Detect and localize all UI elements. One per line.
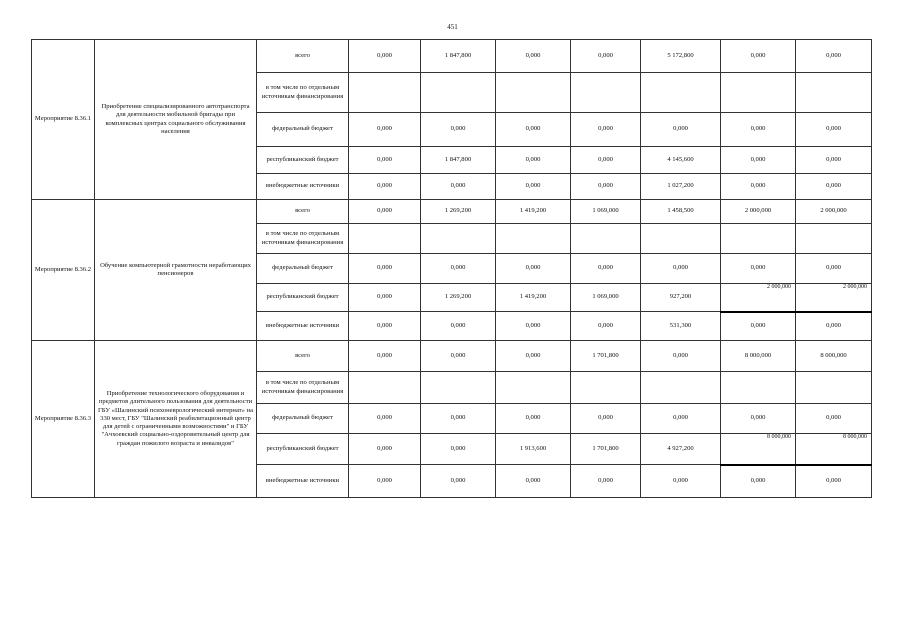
value-cell (496, 404, 571, 434)
value-cell (496, 284, 571, 312)
value-cell (796, 200, 872, 224)
value-cell (721, 224, 796, 254)
value-text: 1 069,000 (592, 207, 619, 215)
value-cell (721, 73, 796, 113)
value-cell (796, 284, 872, 312)
value-cell (721, 465, 796, 498)
value-cell (349, 147, 421, 174)
measure-code: Мероприятие 8.36.1 (32, 40, 95, 200)
value-text: 1 701,800 (592, 351, 619, 359)
value-cell (721, 113, 796, 147)
value-cell (641, 434, 721, 465)
value-text: 0,000 (826, 182, 841, 190)
value-cell (349, 224, 421, 254)
value-cell (641, 147, 721, 174)
value-cell (496, 312, 571, 341)
value-cell (796, 147, 872, 174)
value-text: 0,000 (450, 264, 466, 272)
value-text: 2 000,000 (843, 284, 867, 290)
value-cell (496, 341, 571, 372)
value-cell (721, 200, 796, 224)
value-cell (421, 200, 496, 224)
value-cell (571, 434, 641, 465)
value-cell (641, 284, 721, 312)
value-cell (641, 200, 721, 224)
value-cell (571, 73, 641, 113)
value-cell (421, 465, 496, 498)
value-cell (421, 174, 496, 200)
funding-source: республиканский бюджет (257, 147, 349, 174)
value-cell (721, 341, 796, 372)
value-text: 0,000 (377, 182, 392, 190)
page-number: 451 (447, 23, 458, 31)
measure-name: Приобретение специализированного автотранспорта для деятельности мобильной бригады при комплексных центрах социального обслуживания населения (95, 40, 257, 200)
value-cell (641, 40, 721, 73)
value-text: 2 000,000 (767, 284, 791, 290)
value-cell (496, 434, 571, 465)
value-cell (796, 40, 872, 73)
value-text: 0,000 (377, 293, 392, 301)
value-text: 0,000 (673, 351, 688, 359)
measure-code: Мероприятие 8.36.2 (32, 200, 95, 341)
value-text: 0,000 (450, 444, 466, 452)
value-text: 1 847,800 (444, 155, 472, 163)
value-text: 2 000,000 (820, 207, 847, 215)
value-text: 0,000 (598, 182, 613, 190)
value-text: 1 069,000 (592, 293, 619, 301)
value-cell (496, 465, 571, 498)
value-text: 0,000 (598, 51, 613, 59)
value-text: 0,000 (450, 414, 466, 422)
value-text: 1 027,200 (667, 182, 694, 190)
value-cell (421, 254, 496, 284)
value-text: 1 913,600 (519, 444, 547, 452)
value-text: 0,000 (826, 51, 841, 59)
funding-source: федеральный бюджет (257, 113, 349, 147)
measure-name: Обучение компьютерной грамотности неработающих пенсионеров (95, 200, 257, 341)
value-cell (571, 200, 641, 224)
value-cell (796, 254, 872, 284)
value-cell (721, 434, 796, 465)
value-cell (571, 341, 641, 372)
value-cell (349, 200, 421, 224)
value-text: 0,000 (598, 264, 613, 272)
funding-source: в том числе по отдельным источникам финансирования (257, 372, 349, 404)
value-cell (349, 40, 421, 73)
value-text: 4 927,200 (667, 444, 694, 452)
funding-source: всего (257, 40, 349, 73)
value-cell (721, 174, 796, 200)
value-text: 0,000 (450, 351, 466, 359)
value-text: 8 000,000 (843, 434, 867, 440)
measure-name: Приобретение технологического оборудования и предметов длительного пользования для деятельности ГБУ «Шалинский психоневрологический интернат» на 330 мест, ГБУ "Шалинский реабилитационный центр для детей с ограниченными возможностями" и ГБУ "Ачхоевский социально-оздоровительный центр для граждан пожилого возраста и инвалидов" (95, 341, 257, 498)
value-text: 0,000 (525, 155, 541, 163)
value-text: 0,000 (826, 477, 841, 485)
value-text: 0,000 (377, 321, 392, 329)
value-cell (571, 113, 641, 147)
measure-code: Мероприятие 8.36.3 (32, 341, 95, 498)
value-text: 0,000 (377, 207, 392, 215)
value-text: 1 458,500 (667, 207, 694, 215)
value-cell (641, 372, 721, 404)
value-cell (641, 73, 721, 113)
value-cell (571, 147, 641, 174)
value-text: 927,200 (669, 293, 692, 301)
value-cell (421, 113, 496, 147)
value-cell (641, 174, 721, 200)
funding-source: республиканский бюджет (257, 434, 349, 465)
value-text: 0,000 (826, 125, 841, 133)
value-cell (796, 113, 872, 147)
funding-source: федеральный бюджет (257, 254, 349, 284)
value-cell (641, 312, 721, 341)
value-text: 0,000 (525, 351, 541, 359)
value-text: 0,000 (750, 155, 766, 163)
value-cell (641, 113, 721, 147)
value-cell (721, 254, 796, 284)
value-cell (796, 372, 872, 404)
value-cell (349, 284, 421, 312)
value-text: 0,000 (750, 125, 766, 133)
table-row (32, 200, 872, 224)
value-cell (349, 174, 421, 200)
value-cell (421, 284, 496, 312)
value-text: 0,000 (826, 264, 841, 272)
value-text: 0,000 (750, 477, 766, 485)
value-text: 0,000 (750, 322, 766, 330)
value-text: 0,000 (598, 476, 613, 484)
budget-table (31, 39, 872, 498)
funding-source: внебюджетные источники (257, 174, 349, 200)
value-cell (571, 372, 641, 404)
value-text: 0,000 (377, 264, 392, 272)
value-text: 1 419,200 (519, 293, 547, 301)
value-text: 0,000 (377, 155, 392, 163)
value-text: 1 269,200 (444, 207, 472, 215)
value-text: 0,000 (673, 125, 688, 133)
value-cell (796, 404, 872, 434)
value-text: 1 847,800 (444, 51, 472, 59)
value-text: 8 000,000 (820, 351, 847, 359)
value-text: 0,000 (750, 51, 766, 59)
value-cell (721, 372, 796, 404)
value-text: 0,000 (826, 322, 841, 330)
value-cell (571, 40, 641, 73)
value-text: 0,000 (673, 414, 688, 422)
value-cell (796, 465, 872, 498)
value-text: 1 419,200 (519, 207, 547, 215)
value-text: 0,000 (525, 321, 541, 329)
value-text: 0,000 (750, 182, 766, 190)
value-text: 0,000 (450, 182, 466, 190)
value-cell (349, 254, 421, 284)
value-text: 0,000 (598, 414, 613, 422)
value-text: 531,300 (669, 321, 692, 329)
value-text: 1 269,200 (444, 293, 472, 301)
funding-source: федеральный бюджет (257, 404, 349, 434)
value-cell (421, 73, 496, 113)
value-text: 0,000 (377, 51, 392, 59)
value-text: 0,000 (377, 351, 392, 359)
value-text: 0,000 (826, 155, 841, 163)
value-text: 2 000,000 (744, 207, 772, 215)
value-cell (496, 73, 571, 113)
table-row (32, 40, 872, 73)
value-cell (641, 224, 721, 254)
value-text: 0,000 (377, 476, 392, 484)
value-cell (721, 404, 796, 434)
value-cell (641, 341, 721, 372)
value-text: 0,000 (525, 51, 541, 59)
funding-source: в том числе по отдельным источникам финансирования (257, 73, 349, 113)
value-cell (421, 40, 496, 73)
value-cell (641, 254, 721, 284)
value-text: 0,000 (598, 155, 613, 163)
value-text: 0,000 (598, 321, 613, 329)
value-cell (571, 174, 641, 200)
value-text: 0,000 (525, 125, 541, 133)
value-cell (496, 254, 571, 284)
value-text: 0,000 (750, 414, 766, 422)
value-cell (349, 73, 421, 113)
value-text: 0,000 (673, 476, 688, 484)
value-cell (796, 224, 872, 254)
value-cell (496, 147, 571, 174)
value-cell (421, 404, 496, 434)
value-cell (571, 404, 641, 434)
value-cell (496, 224, 571, 254)
value-text: 0,000 (450, 321, 466, 329)
value-cell (721, 40, 796, 73)
value-cell (721, 312, 796, 341)
value-cell (721, 147, 796, 174)
value-text: 0,000 (377, 125, 392, 133)
value-text: 0,000 (450, 125, 466, 133)
value-text: 0,000 (826, 414, 841, 422)
value-text: 8 000,000 (767, 434, 791, 440)
table-row (32, 341, 872, 372)
value-text: 0,000 (377, 444, 392, 452)
value-cell (349, 312, 421, 341)
value-cell (421, 224, 496, 254)
value-text: 4 145,600 (667, 155, 694, 163)
value-text: 1 701,800 (592, 444, 619, 452)
value-cell (496, 174, 571, 200)
value-cell (571, 284, 641, 312)
value-cell (349, 113, 421, 147)
value-cell (496, 372, 571, 404)
value-text: 0,000 (450, 476, 466, 484)
value-cell (571, 224, 641, 254)
funding-source: внебюджетные источники (257, 312, 349, 341)
value-text: 0,000 (525, 264, 541, 272)
value-cell (721, 284, 796, 312)
value-text: 0,000 (673, 264, 688, 272)
funding-source: всего (257, 200, 349, 224)
value-cell (796, 434, 872, 465)
value-text: 0,000 (525, 476, 541, 484)
value-cell (349, 434, 421, 465)
value-cell (421, 372, 496, 404)
value-cell (349, 465, 421, 498)
value-cell (796, 174, 872, 200)
value-cell (421, 312, 496, 341)
value-cell (421, 434, 496, 465)
value-cell (421, 147, 496, 174)
value-text: 5 172,800 (667, 51, 694, 59)
value-cell (571, 312, 641, 341)
value-cell (421, 341, 496, 372)
value-cell (796, 73, 872, 113)
value-cell (641, 404, 721, 434)
value-text: 0,000 (377, 414, 392, 422)
value-cell (571, 465, 641, 498)
value-cell (496, 113, 571, 147)
funding-source: республиканский бюджет (257, 284, 349, 312)
value-text: 0,000 (750, 264, 766, 272)
value-cell (571, 254, 641, 284)
value-text: 0,000 (525, 182, 541, 190)
funding-source: всего (257, 341, 349, 372)
value-cell (496, 200, 571, 224)
value-cell (796, 341, 872, 372)
value-cell (641, 465, 721, 498)
value-cell (349, 341, 421, 372)
value-cell (796, 312, 872, 341)
value-text: 0,000 (598, 125, 613, 133)
value-text: 0,000 (525, 414, 541, 422)
value-cell (349, 404, 421, 434)
funding-source: в том числе по отдельным источникам финансирования (257, 224, 349, 254)
funding-source: внебюджетные источники (257, 465, 349, 498)
value-cell (496, 40, 571, 73)
value-cell (349, 372, 421, 404)
value-text: 8 000,000 (744, 351, 772, 359)
